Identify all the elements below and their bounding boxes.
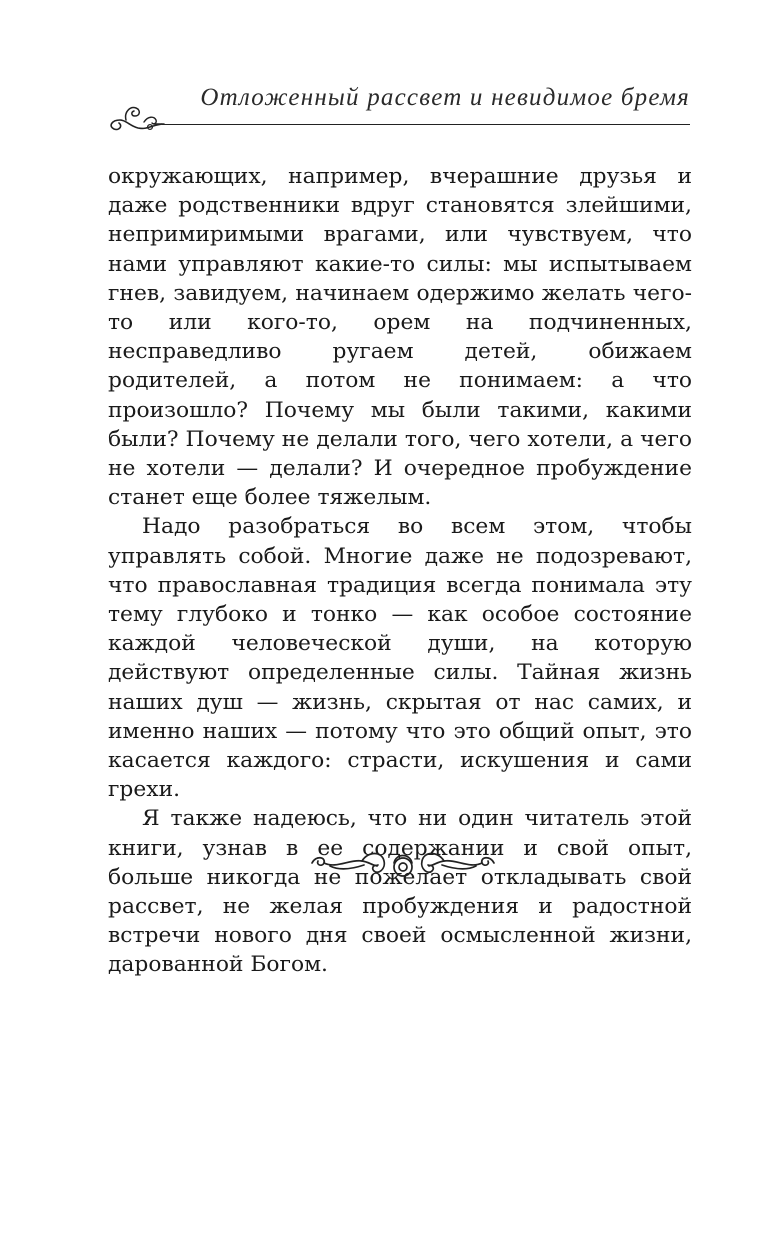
paragraph-manage-self: Надо разобраться во всем этом, чтобы управлять собой. Многие даже не подозревают, что православная традиция всегда понимала эту тему глубоко и тонко — как особое состояние каждой человеческой души, на которую действуют определенные силы. Тайная жизнь наших душ — жизнь, скрытая от нас самих, и именно наших — потому что это общий опыт, это касается каждого: страсти, искушения и сами грехи.: [108, 514, 692, 803]
paragraph-continued: окружающих, например, вчерашние друзья и даже родственники вдруг становятся злейшими, непримиримыми врагами, или чувствуем, что нами управляют какие-то силы: мы испытываем гнев, завидуем, начинаем одержимо желать чего-то или кого-то, орем на подчиненных, несправедливо ругаем детей, обижаем родителей, а потом не понимаем: а что произошло? Почему мы были такими, какими были? Почему не делали того, чего хотели, а чего не хотели — делали? И очередное пробуждение станет еще более тяжелым.: [108, 164, 692, 511]
scroll-divider-ornament-icon: [310, 845, 496, 883]
running-header: [0, 0, 768, 140]
paragraph-hope: Я также надеюсь, что ни один читатель этой книги, узнав в ее содержании и свой опыт, больше никогда не пожелает откладывать свой рассвет, не желая пробуждения и радостной встречи нового дня своей осмысленной жизни, дарованной Богом.: [108, 806, 692, 978]
running-header-title: Отложенный рассвет и невидимое бремя: [200, 84, 690, 111]
header-rule: [162, 124, 690, 125]
flourish-ornament-icon: [104, 100, 174, 132]
